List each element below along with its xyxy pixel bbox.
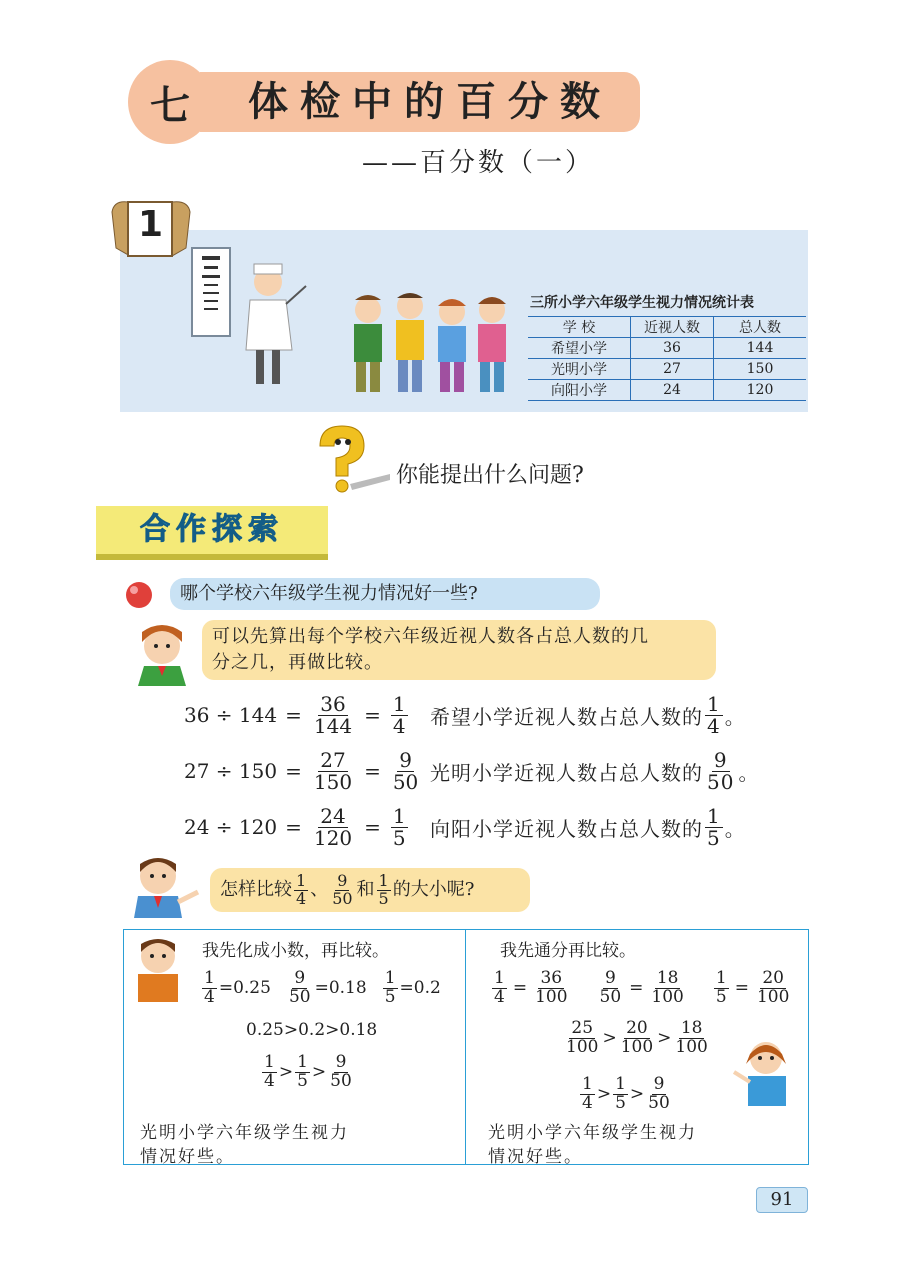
numerator: 1 [615,1074,626,1094]
decimal-value: =0.18 [314,978,367,999]
fraction [202,970,217,1007]
equals-sign: = [285,759,302,783]
table-row [528,359,806,380]
conclusion-line-1: 光明小学六年级学生视力 [488,1123,697,1143]
numerator: 1 [582,1074,593,1094]
numerator: 36 [320,691,346,716]
decimal-conversions [200,970,441,1007]
fraction [312,747,354,794]
table-cell: 希望小学 [528,338,631,359]
equation-row [184,802,410,852]
common-fraction-order [562,1020,712,1057]
numerator: 9 [713,747,728,772]
denominator: 50 [599,986,622,1007]
page-number: 91 [756,1187,808,1213]
table-cell: 144 [714,338,807,359]
fraction [705,691,723,738]
equals-sign: = [364,759,381,783]
numerator: 1 [707,803,721,828]
equation-row [184,746,422,796]
denominator: 50 [288,986,311,1007]
denominator: 5 [707,825,721,850]
greater-than: > [278,1062,294,1083]
numerator: 27 [320,747,346,772]
fraction [312,803,354,850]
denominator: 100 [675,1036,708,1057]
fraction [295,1054,310,1091]
greater-than: > [602,1028,617,1049]
fraction-order [578,1076,674,1113]
numerator: 9 [399,747,412,772]
greater-than: > [311,1062,327,1083]
equals-sign: = [364,815,381,839]
decimal-value: =0.2 [399,978,441,999]
common-denominator-conversions [490,970,793,1007]
chapter-number: 七 [150,82,190,129]
hint-bubble [202,620,716,680]
denominator: 100 [620,1036,654,1057]
chapter-title: 体检中的百分数 [248,79,612,125]
numerator: 9 [294,968,306,988]
exercise-number: 1 [138,204,164,245]
fraction [492,970,507,1007]
equals-sign: = [285,703,302,727]
method-box-common-denominator [465,929,809,1165]
equation-conclusion [430,802,746,852]
fraction [580,1076,595,1113]
numerator: 1 [297,1052,308,1072]
fraction [564,1020,600,1057]
numerator: 1 [392,691,406,716]
table-cell: 150 [714,359,807,380]
fraction [262,1054,277,1091]
denominator: 144 [313,713,353,738]
denominator: 5 [297,1070,308,1091]
equals-sign: = [285,815,302,839]
hint-line-1: 可以先算出每个学校六年级近视人数各占总人数的几 [212,626,649,647]
fraction [673,1020,709,1057]
division-expression: 36 ÷ 144 [184,703,278,727]
chapter-subtitle: ——百分数（一） [362,148,595,178]
numerator: 25 [571,1018,594,1038]
table-header-row [528,317,806,338]
table-cell: 光明小学 [528,359,631,380]
girl-avatar [128,618,198,686]
fraction-order [260,1054,356,1091]
denominator: 50 [332,888,353,908]
equation-conclusion [430,746,759,796]
girl-avatar [732,1036,798,1108]
denominator: 50 [330,1070,352,1091]
denominator: 100 [651,986,684,1007]
table-cell: 向阳小学 [528,380,631,401]
fraction [714,970,729,1007]
fraction [328,1054,354,1091]
equation-row [184,690,410,740]
red-ball-icon [124,580,154,610]
table-cell: 120 [714,380,807,401]
conclusion-line-2: 情况好些。 [488,1147,583,1167]
decimal-order: 0.25>0.2>0.18 [246,1020,378,1040]
question-text: 你能提出什么问题? [396,463,584,488]
numerator: 1 [264,1052,275,1072]
denominator: 4 [494,986,505,1007]
period: 。 [738,760,760,785]
denominator: 5 [615,1092,626,1113]
numerator: 9 [337,870,348,890]
equation-conclusion [430,690,746,740]
fraction [312,691,354,738]
separator: 和 [356,879,375,900]
denominator: 5 [392,825,406,850]
exercise-window-badge [108,198,194,260]
numerator: 18 [680,1018,703,1038]
period: 。 [724,704,746,729]
equals-sign: = [734,978,749,999]
equals-sign: = [364,703,381,727]
greater-than: > [657,1028,672,1049]
fraction [377,870,391,908]
separator: 、 [310,879,329,900]
fraction [705,803,723,850]
table-row [528,338,806,359]
method-title: 我先化成小数，再比较。 [202,941,389,961]
fraction [755,970,791,1007]
table-row [528,380,806,401]
boy-avatar [126,852,206,918]
fraction [391,747,420,794]
numerator: 1 [378,870,389,890]
numerator: 20 [626,1018,648,1038]
denominator: 5 [715,986,727,1007]
denominator: 100 [566,1036,599,1057]
denominator: 4 [296,888,307,908]
fraction [533,970,569,1007]
greater-than: > [596,1084,612,1105]
fraction [649,970,685,1007]
fraction [613,1076,628,1113]
period: 。 [724,816,746,841]
fraction [287,970,313,1007]
conclusion-text: 希望小学近视人数占总人数的 [430,704,703,729]
numerator: 24 [320,803,346,828]
division-expression: 24 ÷ 120 [184,815,278,839]
fraction [646,1076,672,1113]
numerator: 1 [384,968,396,988]
fraction [294,870,308,908]
numerator: 1 [296,870,307,890]
conclusion-line-2: 情况好些。 [140,1147,235,1167]
numerator: 18 [656,968,679,988]
equals-sign: = [512,978,528,999]
denominator: 5 [384,986,396,1007]
chapter-number-badge [128,60,212,144]
method-box-decimal [123,929,465,1165]
numerator: 9 [653,1074,665,1094]
numerator: 1 [392,803,406,828]
table-cell: 24 [631,380,714,401]
table-header: 近视人数 [631,317,714,338]
denominator: 50 [392,769,419,794]
denominator: 4 [264,1070,275,1091]
conclusion-line-1: 光明小学六年级学生视力 [140,1123,349,1143]
denominator: 100 [535,986,568,1007]
conclusion-text: 光明小学近视人数占总人数的 [430,760,703,785]
numerator: 1 [707,691,721,716]
denominator: 120 [313,825,353,850]
fraction [383,970,398,1007]
table-title: 三所小学六年级学生视力情况统计表 [530,295,754,311]
numerator: 1 [715,968,727,988]
table-header: 总人数 [714,317,807,338]
numerator: 9 [604,968,616,988]
decimal-value: =0.25 [218,978,271,999]
numerator: 20 [762,968,784,988]
denominator: 4 [707,713,721,738]
denominator: 50 [648,1092,670,1113]
hint-line-2: 分之几，再做比较。 [212,652,383,673]
compare-prefix: 怎样比较 [220,879,292,900]
denominator: 50 [707,769,735,794]
fraction [705,747,736,794]
denominator: 100 [756,986,790,1007]
section-banner [96,506,328,560]
fraction [391,691,408,738]
numerator: 1 [494,968,505,988]
denominator: 150 [313,769,353,794]
vision-stats-table [528,316,806,401]
numerator: 36 [540,968,563,988]
denominator: 5 [378,888,389,908]
table-header: 学 校 [528,317,631,338]
compare-bubble [210,868,530,912]
table-cell: 36 [631,338,714,359]
compare-suffix: 的大小呢? [392,879,475,900]
denominator: 4 [582,1092,593,1113]
fraction [619,1020,655,1057]
equals-sign: = [629,978,644,999]
division-expression: 27 ÷ 150 [184,759,278,783]
fraction [330,870,354,908]
method-title: 我先通分再比较。 [500,941,636,961]
greater-than: > [629,1084,645,1105]
chapter-title-band [200,72,640,132]
section-title: 合作探索 [140,512,284,547]
denominator: 4 [392,713,406,738]
boy-avatar [130,934,194,1004]
question-bubble: 哪个学校六年级学生视力情况好一些? [170,578,600,610]
numerator: 1 [204,968,215,988]
fraction [598,970,624,1007]
conclusion-text: 向阳小学近视人数占总人数的 [430,816,703,841]
table-cell: 27 [631,359,714,380]
fraction [391,803,408,850]
denominator: 4 [204,986,215,1007]
question-mark-icon [310,424,394,494]
numerator: 9 [335,1052,347,1072]
